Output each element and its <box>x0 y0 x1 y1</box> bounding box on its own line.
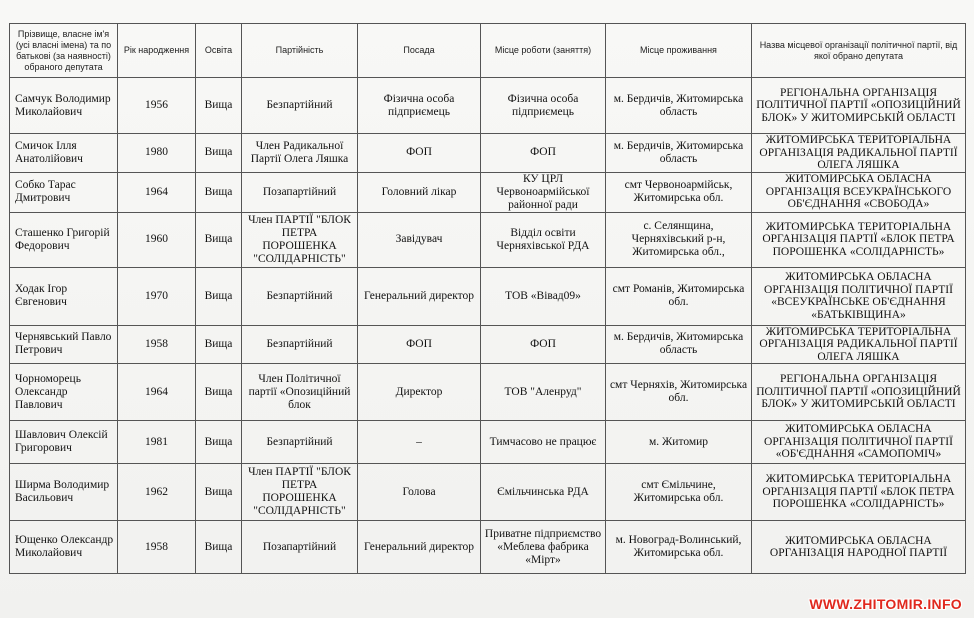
cell-residence: с. Селянщина, Черняхівський р-н, Житомирська обл., <box>606 212 752 267</box>
cell-residence: смт Черняхів, Житомирська обл. <box>606 364 752 421</box>
cell-name: Смичок Ілля Анатолійович <box>10 134 118 173</box>
cell-organization: ЖИТОМИРСЬКА ОБЛАСНА ОРГАНІЗАЦІЯ ВСЕУКРАЇНСЬКОГО ОБ'ЄДНАННЯ «СВОБОДА» <box>752 172 966 212</box>
cell-workplace: ТОВ «Вівад09» <box>481 267 606 325</box>
cell-residence: смт Ємільчине, Житомирська обл. <box>606 464 752 521</box>
cell-name: Сташенко Григорій Федорович <box>10 212 118 267</box>
site-watermark: WWW.ZHITOMIR.INFO <box>809 596 962 612</box>
cell-name: Шавлович Олексій Григорович <box>10 421 118 464</box>
cell-organization: ЖИТОМИРСЬКА ТЕРИТОРІАЛЬНА ОРГАНІЗАЦІЯ РАДИКАЛЬНОЇ ПАРТІЇ ОЛЕГА ЛЯШКА <box>752 134 966 173</box>
cell-organization: РЕГІОНАЛЬНА ОРГАНІЗАЦІЯ ПОЛІТИЧНОЇ ПАРТІЇ «ОПОЗИЦІЙНИЙ БЛОК» У ЖИТОМИРСЬКІЙ ОБЛАСТІ <box>752 78 966 134</box>
cell-workplace: Ємільчинська РДА <box>481 464 606 521</box>
header-party: Партійність <box>242 24 358 78</box>
table-row <box>10 134 966 173</box>
cell-education: Вища <box>196 78 242 134</box>
table-row <box>10 521 966 574</box>
cell-position: ФОП <box>358 325 481 364</box>
cell-name: Ширма Володимир Васильович <box>10 464 118 521</box>
cell-organization: ЖИТОМИРСЬКА ОБЛАСНА ОРГАНІЗАЦІЯ ПОЛІТИЧНОЇ ПАРТІЇ «ВСЕУКРАЇНСЬКЕ ОБ'ЄДНАННЯ «БАТЬКІВЩИНА» <box>752 267 966 325</box>
cell-birth-year: 1962 <box>118 464 196 521</box>
header-education: Освіта <box>196 24 242 78</box>
cell-position: ФОП <box>358 134 481 173</box>
header-position: Посада <box>358 24 481 78</box>
cell-residence: м. Бердичів, Житомирська область <box>606 134 752 173</box>
cell-education: Вища <box>196 421 242 464</box>
cell-name: Чернявський Павло Петрович <box>10 325 118 364</box>
deputies-table <box>9 23 966 574</box>
cell-workplace: Приватне підприємство «Меблева фабрика «Мірт» <box>481 521 606 574</box>
cell-birth-year: 1980 <box>118 134 196 173</box>
table-row <box>10 78 966 134</box>
cell-name: Самчук Володимир Миколайович <box>10 78 118 134</box>
cell-organization: РЕГІОНАЛЬНА ОРГАНІЗАЦІЯ ПОЛІТИЧНОЇ ПАРТІЇ «ОПОЗИЦІЙНИЙ БЛОК» У ЖИТОМИРСЬКІЙ ОБЛАСТІ <box>752 364 966 421</box>
cell-position: Фізична особа підприємець <box>358 78 481 134</box>
cell-party: Безпартійний <box>242 267 358 325</box>
cell-position: Генеральний директор <box>358 267 481 325</box>
cell-party: Безпартійний <box>242 325 358 364</box>
cell-workplace: Відділ освіти Черняхівської РДА <box>481 212 606 267</box>
cell-workplace: Тимчасово не працює <box>481 421 606 464</box>
cell-workplace: ФОП <box>481 134 606 173</box>
cell-education: Вища <box>196 521 242 574</box>
cell-party: Безпартійний <box>242 421 358 464</box>
cell-education: Вища <box>196 464 242 521</box>
header-birth-year: Рік народження <box>118 24 196 78</box>
cell-position: – <box>358 421 481 464</box>
table-row <box>10 464 966 521</box>
cell-education: Вища <box>196 267 242 325</box>
cell-name: Чорноморець Олександр Павлович <box>10 364 118 421</box>
cell-birth-year: 1981 <box>118 421 196 464</box>
cell-education: Вища <box>196 172 242 212</box>
cell-residence: смт Червоноармійськ, Житомирська обл. <box>606 172 752 212</box>
cell-organization: ЖИТОМИРСЬКА ТЕРИТОРІАЛЬНА ОРГАНІЗАЦІЯ ПАРТІЇ «БЛОК ПЕТРА ПОРОШЕНКА «СОЛІДАРНІСТЬ» <box>752 212 966 267</box>
cell-education: Вища <box>196 325 242 364</box>
cell-birth-year: 1958 <box>118 521 196 574</box>
table-row <box>10 172 966 212</box>
cell-organization: ЖИТОМИРСЬКА ТЕРИТОРІАЛЬНА ОРГАНІЗАЦІЯ РАДИКАЛЬНОЇ ПАРТІЇ ОЛЕГА ЛЯШКА <box>752 325 966 364</box>
cell-position: Завідувач <box>358 212 481 267</box>
table-row <box>10 212 966 267</box>
cell-residence: м. Новоград-Волинський, Житомирська обл. <box>606 521 752 574</box>
cell-workplace: ФОП <box>481 325 606 364</box>
cell-residence: смт Романів, Житомирська обл. <box>606 267 752 325</box>
cell-organization: ЖИТОМИРСЬКА ОБЛАСНА ОРГАНІЗАЦІЯ ПОЛІТИЧНОЇ ПАРТІЇ «ОБ'ЄДНАННЯ «САМОПОМІЧ» <box>752 421 966 464</box>
cell-position: Директор <box>358 364 481 421</box>
table-row <box>10 267 966 325</box>
cell-name: Собко Тарас Дмитрович <box>10 172 118 212</box>
cell-party: Член ПАРТІЇ "БЛОК ПЕТРА ПОРОШЕНКА "СОЛІДАРНІСТЬ" <box>242 212 358 267</box>
cell-birth-year: 1964 <box>118 172 196 212</box>
cell-workplace: ТОВ "Аленруд" <box>481 364 606 421</box>
header-workplace: Місце роботи (заняття) <box>481 24 606 78</box>
cell-name: Ходак Ігор Євгенович <box>10 267 118 325</box>
cell-position: Генеральний директор <box>358 521 481 574</box>
cell-position: Голова <box>358 464 481 521</box>
table-row <box>10 421 966 464</box>
cell-party: Позапартійний <box>242 172 358 212</box>
cell-organization: ЖИТОМИРСЬКА ТЕРИТОРІАЛЬНА ОРГАНІЗАЦІЯ ПАРТІЇ «БЛОК ПЕТРА ПОРОШЕНКА «СОЛІДАРНІСТЬ» <box>752 464 966 521</box>
table-row <box>10 364 966 421</box>
header-residence: Місце проживання <box>606 24 752 78</box>
cell-residence: м. Житомир <box>606 421 752 464</box>
table-header-row <box>10 24 966 78</box>
cell-party: Член Політичної партії «Опозиційний блок <box>242 364 358 421</box>
cell-organization: ЖИТОМИРСЬКА ОБЛАСНА ОРГАНІЗАЦІЯ НАРОДНОЇ ПАРТІЇ <box>752 521 966 574</box>
cell-birth-year: 1960 <box>118 212 196 267</box>
cell-name: Ющенко Олександр Миколайович <box>10 521 118 574</box>
cell-party: Член Радикальної Партії Олега Ляшка <box>242 134 358 173</box>
cell-position: Головний лікар <box>358 172 481 212</box>
cell-education: Вища <box>196 364 242 421</box>
cell-party: Безпартійний <box>242 78 358 134</box>
cell-residence: м. Бердичів, Житомирська область <box>606 325 752 364</box>
table-row <box>10 325 966 364</box>
cell-birth-year: 1956 <box>118 78 196 134</box>
cell-party: Член ПАРТІЇ "БЛОК ПЕТРА ПОРОШЕНКА "СОЛІДАРНІСТЬ" <box>242 464 358 521</box>
cell-residence: м. Бердичів, Житомирська область <box>606 78 752 134</box>
header-organization: Назва місцевої організації політичної партії, від якої обрано депутата <box>752 24 966 78</box>
cell-workplace: КУ ЦРЛ Червоноармійської районної ради <box>481 172 606 212</box>
cell-workplace: Фізична особа підприємець <box>481 78 606 134</box>
cell-birth-year: 1964 <box>118 364 196 421</box>
header-name: Прізвище, власне ім'я (усі власні імена) та по батькові (за наявності) обраного депутата <box>10 24 118 78</box>
cell-education: Вища <box>196 134 242 173</box>
cell-birth-year: 1958 <box>118 325 196 364</box>
cell-education: Вища <box>196 212 242 267</box>
cell-party: Позапартійний <box>242 521 358 574</box>
cell-birth-year: 1970 <box>118 267 196 325</box>
